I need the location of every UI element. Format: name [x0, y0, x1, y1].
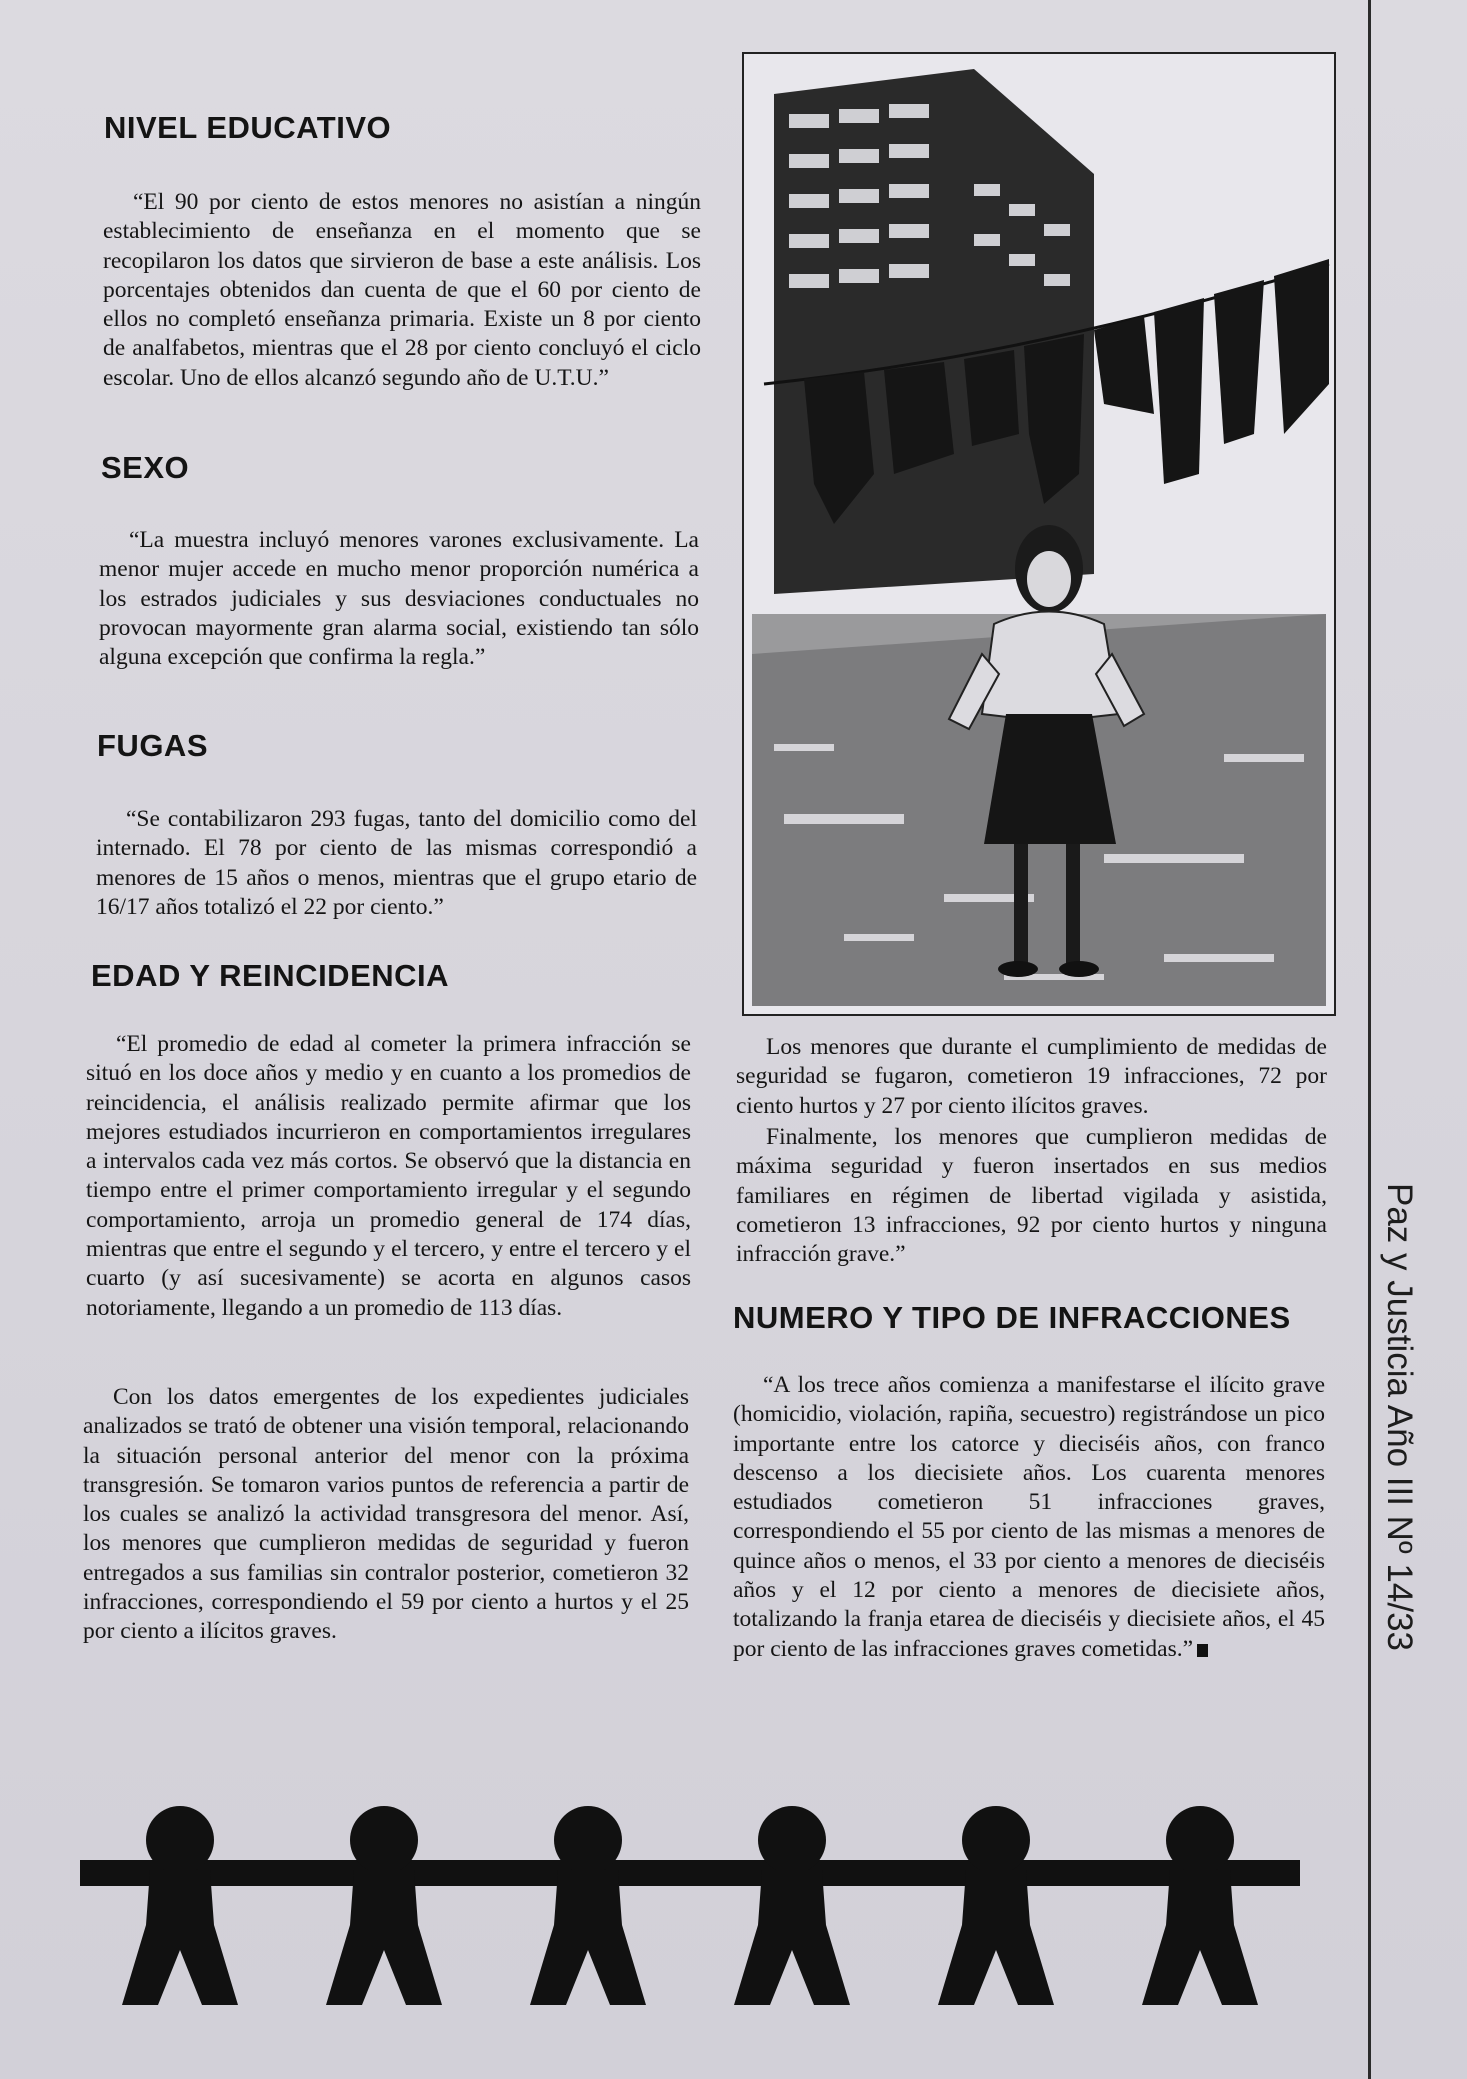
paper-doll-figure — [530, 1806, 646, 2005]
paragraph-right-1: Los menores que durante el cumplimiento de medidas de seguridad se fugaron, cometieron 19 infracciones, 72 por ciento hurtos y 27 por ciento ilícitos graves. — [736, 1034, 1327, 1119]
paragraph-fugas: “Se contabilizaron 293 fugas, tanto del domicilio como del internado. El 78 por ciento de las mismas correspondió a menores de 15 años o menos, mientras que el grupo etario de 16/17 años totalizó el 22 por ciento.” — [96, 806, 697, 920]
heading-nivel-educativo: NIVEL EDUCATIVO — [104, 110, 392, 145]
photo-girl-laundry-building — [742, 52, 1336, 1016]
heading-fugas: FUGAS — [97, 728, 208, 763]
paragraph-edad-reincidencia-2: Con los datos emergentes de los expedientes judiciales analizados se trató de obtener una visión temporal, relacionando la situación personal anterior del menor con la próxima transgresión. Se tomaron varios puntos de referencia a partir de los cuales se analizó la actividad transgresora del menor. Así, los menores que cumplieron medidas de seguridad y fueron entregados a sus familias sin contralor posterior, cometieron 32 infracciones, correspondiendo el 59 por ciento a hurtos y el 25 por ciento a ilícitos graves. — [83, 1384, 689, 1645]
paper-doll-figure — [122, 1806, 238, 2005]
paper-doll-chain-icon — [80, 1800, 1300, 2010]
paragraph-numero-tipo-text: “A los trece años comienza a manifestarse el ilícito grave (homicidio, violación, rapiña, secuestro) registrándose un pico importante entre los catorce y dieciséis años, con franco descenso a los diecisiete años. Los cuarenta menores estudiados cometieron 51 infracciones graves, correspondiendo el 55 por ciento de las mismas a menores de quince años o menos, el 33 por ciento a menores de dieciséis años y el 12 por ciento a menores de diecisiete años, totalizando la franja etarea de dieciséis y diecisiete años, el 45 por ciento de las infracciones graves cometidas.” — [733, 1372, 1325, 1662]
paragraph-edad-reincidencia-1: “El promedio de edad al cometer la primera infracción se situó en los doce años y medio y en cuanto a los promedios de reincidencia, el análisis realizado permite afirmar que los mejores estudiados incurrieron en comportamientos irregulares a intervalos cada vez más cortos. Se observó que la distancia en tiempo entre el primer comportamiento irregular y el segundo comportamiento, arroja un promedio general de 174 días, mientras que entre el segundo y el tercero, y entre el tercero y el cuarto (y así sucesivamente) se acorta en algunos casos notoriamente, llegando a un promedio de 113 días. — [86, 1031, 691, 1321]
heading-sexo: SEXO — [101, 450, 190, 485]
paper-doll-figure — [938, 1806, 1054, 2005]
paragraph-right-2: Finalmente, los menores que cumplieron medidas de máxima seguridad y fueron insertados en sus medios familiares en régimen de libertad vigilada y asistida, cometieron 13 infracciones, 92 por ciento hurtos y ninguna infracción grave.” — [736, 1124, 1327, 1268]
paper-doll-figure — [326, 1806, 442, 2005]
photo-illustration — [744, 54, 1334, 1014]
side-title — [1371, 0, 1467, 2079]
heading-numero-tipo-infracciones: NUMERO Y TIPO DE INFRACCIONES — [733, 1300, 1291, 1335]
paragraph-sexo: “La muestra incluyó menores varones exclusivamente. La menor mujer accede en mucho menor proporción numérica a los estrados judiciales y sus desviaciones conductuales no provocan mayormente gran alarma social, existiendo tan sólo alguna excepción que confirma la regla.” — [99, 527, 699, 671]
paragraph-nivel-educativo: “El 90 por ciento de estos menores no asistían a ningún establecimiento de enseñanza en el momento que se recopilaron los datos que sirvieron de base a este análisis. Los porcentajes obtenidos dan cuenta de que el 60 por ciento de ellos no completó enseñanza primaria. Existe un 8 por ciento de analfabetos, mientras que el 28 por ciento concluyó el ciclo escolar. Uno de ellos alcanzó segundo año de U.T.U.” — [103, 189, 701, 391]
paper-doll-figure — [734, 1806, 850, 2005]
paper-doll-figure — [1142, 1806, 1258, 2005]
heading-edad-reincidencia: EDAD Y REINCIDENCIA — [91, 958, 450, 993]
side-title-text: Paz y Justicia Año III Nº 14/33 — [1380, 1183, 1419, 1652]
end-of-article-mark — [1197, 1644, 1208, 1657]
paragraph-numero-tipo-infracciones — [733, 1371, 1325, 1664]
